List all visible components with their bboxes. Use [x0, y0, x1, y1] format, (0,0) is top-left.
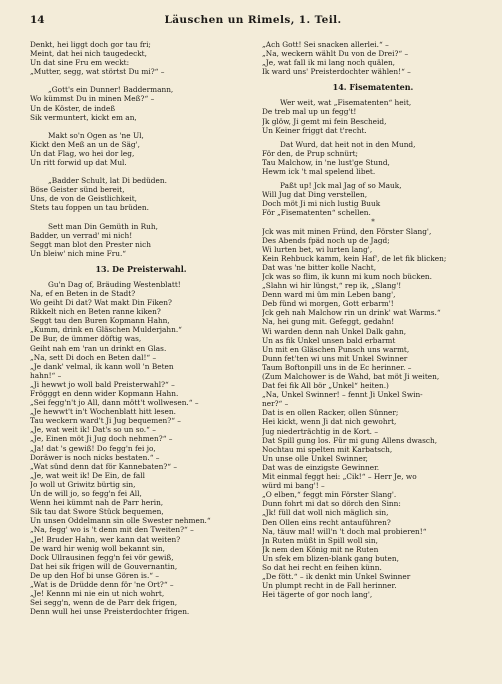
poem-line: Uns, de von de Geistlichkeit,	[30, 194, 138, 204]
poem-line: Jn Ruten müßt in Spill woll sin,	[262, 535, 378, 545]
poem-line: Tau Malchow, in 'ne lust'ge Stund,	[262, 157, 390, 167]
poem-line: „Ja! dat 's gewiß! Do fegg'n fei jo,	[30, 443, 156, 453]
poem-line: „Na, fegg' wo is 't denn mit den Tweiten?“ –	[30, 525, 194, 535]
poem-line: Wenn hei kümmt nah de Parr herin,	[30, 498, 164, 508]
section-title: 14. Fisematenten.	[332, 82, 414, 93]
right-column	[262, 40, 484, 599]
poem-line: Wo geiht Di dat? Wat makt Din Fiken?	[30, 298, 172, 308]
poem-line: För „Fisematenten“ schellen.	[262, 208, 371, 218]
poem-line: „De fött.“ – ik denkt min Unkel Swinner	[262, 572, 411, 582]
poem-line: De Bur, de ümmer döftig was,	[30, 334, 142, 344]
poem-line: Na, täuw mal! will'n 't doch mal probieren!“	[262, 526, 427, 536]
poem-line: Jck was mit minen Fründ, den Förster Slang',	[262, 226, 432, 236]
poem-line: Jo woll ut Griwitz bürtig sin,	[30, 479, 136, 489]
poem-line: „Je! Kennn mi nie ein ut nich wohrt,	[30, 589, 165, 599]
poem-line: Hei kickt, wenn Ji dat nich gewohrt,	[262, 417, 397, 427]
poem-line: De treb mal up un fegg't!	[262, 107, 357, 117]
poem-line: „Je hewwt't in't Wochenblatt hitt lesen.	[30, 407, 176, 417]
poem-line: Un as fik Unkel unsen bald erbarmt	[262, 335, 396, 345]
poem-line: „Wat sünd denn dat för Kannebaten?“ –	[30, 461, 178, 471]
poem-line: Un bleiw' nich mine Fru.“	[30, 248, 127, 258]
poem-line: Taum Boftonpill uns in de Ec herinner. –	[262, 362, 412, 372]
poem-line: „Je, wat weit ik! Dat's so un so.“ –	[30, 425, 156, 435]
poem-line: Un dat sine Fru em weckt:	[30, 58, 130, 68]
poem-line: „Na, Unkel Swinner! – fennt Ji Unkel Swin-	[262, 390, 423, 400]
poem-line: Dat is en ollen Racker, ollen Sünner;	[262, 408, 399, 418]
poem-line: Rikkelt nich en Beten ranne kiken?	[30, 307, 161, 317]
poem-line: Un unsen Oddelmann sin olle Swester nehmen.“	[30, 516, 211, 526]
poem-line: Dat was de einzigste Gewinner.	[262, 462, 380, 472]
poem-line: Frögggt en denn wider Kopmann Hahn.	[30, 389, 179, 398]
poem-line: Den Ollen eins recht antauführen?	[262, 517, 391, 527]
poem-line: Badder, un verrad' mi nich!	[30, 230, 133, 240]
poem-line: „Je! Bruder Hahn, wer kann dat weiten?	[30, 534, 181, 544]
stanza-gap	[262, 76, 484, 81]
poem-line: „Je, wat weit ik! De Ein, de fall	[30, 470, 145, 480]
poem-line: Jug niederträchtig in de Kort. –	[262, 426, 379, 436]
poem-line: „Mutter, segg, wat störtst Du mi?“ –	[30, 67, 165, 77]
poem-line: Jck was so flim, ik kunn mi kum noch bücken.	[262, 271, 432, 281]
poem-line: Dat Wurd, dat heit not in den Mund,	[280, 139, 416, 149]
poem-line: Denn ward mi üm min Leben bang',	[262, 290, 396, 300]
running-title: Läuschen un Rimels, 1. Teil.	[164, 14, 342, 26]
poem-line: De up den Hof bi unse Gören is.“ –	[30, 570, 160, 580]
poem-line: Jck geh nah Malchow rin un drink' wat Warms.“	[262, 308, 441, 318]
stanza-gap	[30, 213, 252, 222]
poem-line: „Je, wat fall ik mi lang noch quälen,	[262, 58, 396, 68]
poem-line: würd mi bang'! –	[262, 481, 325, 491]
poem-line: Un dat Flag, wo hei dor leg,	[30, 148, 135, 158]
poem-line: Un mit en Gläschen Punsch uns warmt,	[262, 344, 410, 354]
poem-line: Un de Köster, de indeß	[30, 103, 116, 113]
poem-line: Paßt up! Jck mal Jag of so Mauk,	[280, 181, 402, 191]
poem-line: Sett man Din Gemüth in Ruh,	[48, 221, 158, 231]
poem-line: „Wat is de Drüdde denn för 'ne Ort?“ –	[30, 579, 174, 589]
poem-line: Wi lurten bet, wi lurten lang',	[262, 244, 373, 254]
page-header	[30, 14, 476, 30]
poem-line: Wo kümmst Du in minen Meß?“ –	[30, 94, 155, 104]
poem-line: Ik ward uns' Preisterdochter wählen!“ –	[262, 67, 411, 77]
poem-line: Nochtau mi spelten mit Karbatsch,	[262, 444, 393, 454]
poem-line: Doch möt Ji mi nich lustig Buuk	[262, 199, 381, 209]
stanza-gap	[30, 167, 252, 176]
poem-line: Deb fünd wi morgen, Gott erbarm'!	[262, 299, 394, 309]
poem-line: Un sfek em blizen-blank gang buten,	[262, 553, 399, 563]
poem-line: „Kumm, drink en Gläschen Mulderjahn.“	[30, 325, 182, 335]
poem-line: Dat Spill gung los. Für mi gung Allens dwasch,	[262, 435, 438, 445]
poem-line: Mit einmal feggt hei: „Cik!“ – Herr Je, wo	[262, 472, 417, 482]
poem-line: „Gott's ein Dunner! Baddermann,	[48, 85, 174, 95]
poem-line: Un unse olle Unkel Swinner,	[262, 453, 368, 463]
poem-line: Böse Geister sünd bereit,	[30, 185, 125, 195]
poem-line: Jk nem den König mit ne Ruten	[262, 544, 379, 554]
section-title: 13. De Preisterwahl.	[95, 263, 187, 274]
poem-line: Wi warden denn nah Unkel Dalk gahn,	[262, 326, 407, 336]
poem-line: hahn!“ –	[30, 370, 62, 380]
poem-line: Will Jug dat Ding verstellen,	[262, 190, 368, 200]
poem-line: Kickt den Meß an un de Säg',	[30, 139, 140, 149]
poem-line: „Je dank' velmal, ik kann woll 'n Beten	[30, 361, 174, 371]
poem-line: Seggt tau den Buren Kopmann Hahn,	[30, 316, 170, 326]
poem-line: Stets tau foppen un tau brüden.	[30, 203, 149, 213]
poem-line: Un plumpt recht in de Fall herinner.	[262, 581, 397, 591]
poem-line: „O elben,“ feggt min Förster Slang'.	[262, 490, 397, 500]
poem-line: Un ritt forwid up dat Mul.	[30, 158, 127, 168]
poem-line: Un de will jo, so fegg'n fei All,	[30, 489, 142, 499]
poem-line: Makt so'n Ogen as 'ne Ul,	[48, 130, 144, 140]
poem-line: Dunn fet'ten wi uns mit Unkel Swinner	[262, 353, 408, 363]
poem-line: (Zum Malchower is de Wahd, bat möt Ji weiten,	[262, 372, 440, 381]
poem-line: Tau weckern ward't Ji Jug bequemen?“ –	[30, 416, 181, 426]
poem-line: So dat hei recht en feihen künn.	[262, 562, 382, 572]
poem-line: Hei tägerte of gor noch lang',	[262, 590, 373, 600]
poem-line: Jk glöw, Ji gemt mi fein Bescheid,	[262, 116, 387, 126]
poem-line: De ward hir wenig woll bekannt sin,	[30, 543, 165, 553]
poem-line: „Sei fegg'n't jo All, dann mött't wollwesen.“ –	[30, 398, 199, 408]
poem-line: Sei segg'n, wenn de de Parr dek frigen,	[30, 598, 178, 608]
stanza-gap	[30, 122, 252, 131]
poem-line: Hewm ick 't mal spelend libet.	[262, 167, 376, 177]
poem-line: ner?“ –	[262, 399, 289, 409]
stanza-gap	[30, 76, 252, 85]
poem-line: Doräwer is noch nicks bestaten.“ –	[30, 452, 160, 462]
poem-line: „Jk! füll dat woll nich mäglich sin,	[262, 508, 389, 518]
poem-line: „Na, sett Di doch en Beten dal!“ –	[30, 352, 157, 362]
poem-line: Un Keiner friggt dat t'recht.	[262, 125, 367, 135]
poem-line: „Na, weckern wählt Du von de Drei?“ –	[262, 49, 409, 59]
poem-line: Gu'n Dag of, Bräuding Westenblatt!	[48, 279, 181, 289]
poem-line: Dunn fohrt mi dat so dörch den Sinn:	[262, 499, 401, 509]
poem-line: Kein Rehbuck kamm, kein Haf', de let fik blicken;	[262, 253, 447, 263]
poem-line: Dat fei fik All bör „Unkel“ heiten.)	[262, 381, 389, 391]
left-column	[30, 40, 252, 616]
poem-line: Dock Ullrausinen fegg'n fei vör gewiß,	[30, 552, 174, 562]
poem-line: Sik vermuntert, kickt em an,	[30, 112, 137, 122]
poem-line: Des Abends fpäd noch up de Jagd;	[262, 235, 390, 245]
poem-line: Denkt, hei liggt doch gor tau fri;	[30, 40, 151, 49]
poem-line: Seggt man blot den Prester nich	[30, 239, 151, 249]
poem-line: „Slahn wi hir lüngst,“ rep ik, „Slang'!	[262, 281, 402, 291]
poem-line: Wer weit, wat „Fisematenten“ heit,	[280, 98, 412, 108]
poem-line: Na, hei gung mit. Gefeggt, gedahn!	[262, 317, 395, 327]
page-number: 14	[30, 14, 45, 26]
poem-line: „Ach Gott! Sei snacken allerlei.“ –	[262, 40, 389, 49]
poem-line: Dat was 'ne bitter kolle Nacht,	[262, 262, 377, 272]
poem-line: „Je, Einen möt Ji Jug doch nehmen?“ –	[30, 434, 173, 444]
stanza-gap	[30, 258, 252, 263]
poem-line: Dat hei sik frigen will de Gouvernantin,	[30, 561, 178, 571]
poem-line: Meint, dat hei nich taugedeckt,	[30, 49, 147, 59]
poem-line: Sik tau dat Swore Stück bequemen,	[30, 507, 164, 517]
poem-line: Geiht nah em 'ran un drinkt en Glas.	[30, 343, 167, 353]
asterisk-divider: *	[371, 217, 375, 226]
poem-line: Denn wull hei unse Preisterdochter frigen.	[30, 607, 190, 617]
poem-line: För den, de Prup schnürt;	[262, 148, 359, 158]
poem-line: „Badder Schult, lat Di bedüden.	[48, 176, 167, 186]
poem-line: „Ji hewwt jo woll bald Preisterwahl?“ –	[30, 379, 175, 389]
poem-line: Na, ef en Beten in de Stadt?	[30, 288, 136, 298]
